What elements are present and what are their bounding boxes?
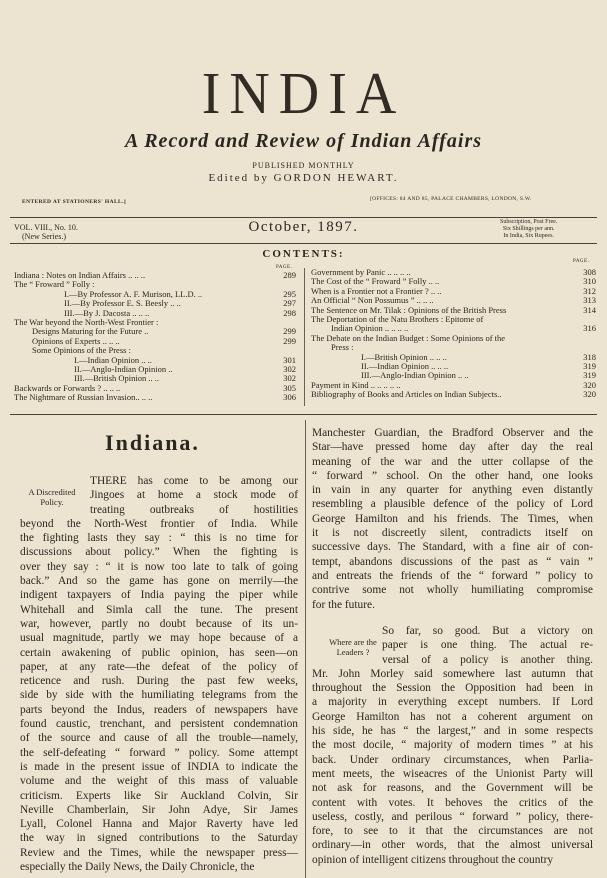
masthead-title: INDIA bbox=[201, 61, 406, 127]
article-line: THERE has come to be among our bbox=[90, 475, 298, 487]
contents-entry-title: III.—British Opinion .. .. bbox=[74, 373, 159, 384]
contents-entry-title: Indian Opinion .. .. .. .. bbox=[331, 323, 409, 334]
article-line: content with votes. It behoves the critics of the bbox=[312, 796, 593, 809]
contents-divider bbox=[304, 268, 305, 406]
published-monthly: PUBLISHED MONTHLY bbox=[252, 161, 355, 170]
contents-entry-title: Payment in Kind .. .. .. .. .. bbox=[311, 379, 401, 390]
editor-line: Edited by GORDON HEWART. bbox=[208, 172, 399, 184]
contents-entry bbox=[14, 393, 296, 402]
article-line: opinion of intelligent citizens throughout the country bbox=[312, 853, 554, 866]
side-note-leaders: Where are the Leaders ? bbox=[329, 637, 377, 657]
article-line: ment meets, the wiseacres of the Unionist Party will bbox=[312, 767, 593, 780]
header-rule-top bbox=[10, 217, 597, 218]
article-line: for the future. bbox=[312, 598, 375, 611]
article-line: George Hamilton and his friends. The Times, when bbox=[312, 512, 593, 525]
article-line: meaning of the war and the utter collapse of the bbox=[312, 455, 593, 468]
contents-entry bbox=[311, 390, 596, 399]
contents-entry-title: The Debate on the Indian Budget : Some Opinions of the bbox=[311, 332, 506, 343]
article-line: especially the Daily News, the Daily Chronicle, the bbox=[20, 861, 255, 874]
contents-entry-page: 313 bbox=[583, 295, 596, 306]
contents-entry-page: 299 bbox=[283, 335, 296, 346]
offices-note: [OFFICES: 84 AND 85, PALACE CHAMBERS, LONDON, S.W. bbox=[370, 196, 532, 202]
article-heading: Indiana. bbox=[105, 430, 200, 455]
side-note-discredited-policy: A Discredited Policy. bbox=[28, 487, 76, 507]
page-label-left: PAGE. bbox=[276, 265, 293, 270]
subscription-line-1: Subscription, Post Free. bbox=[500, 219, 558, 225]
article-line: usual magnitude, partly we may hope because of a bbox=[20, 632, 298, 645]
article-line: Lyall, Colonel Hanna and Major Raverty have led bbox=[20, 818, 298, 831]
contents-entry-title: When is a Frontier not a Frontier ? .. .. bbox=[311, 285, 442, 296]
masthead-subtitle: A Record and Review of Indian Affairs bbox=[124, 130, 483, 152]
page-label-right: PAGE. bbox=[573, 259, 590, 264]
contents-entry-title: The Sentence on Mr. Tilak : Opinions of the British Press bbox=[311, 304, 507, 315]
article-line: Mr. John Morley said somewhere last autumn that bbox=[312, 667, 593, 680]
contents-left-column bbox=[14, 271, 296, 402]
article-line: the most docile, “ majority of modern times ” at his bbox=[312, 739, 593, 752]
contents-entry-title: II.—By Professor E. S. Beesly .. .. bbox=[64, 298, 181, 309]
contents-entry-page: 302 bbox=[283, 363, 296, 374]
article-line: war, however, partly no doubt because of its un- bbox=[20, 617, 298, 630]
contents-entry-title: III.—By J. Dacosta .. .. .. bbox=[64, 307, 150, 318]
article-line: Jingoes at home a stock mode of bbox=[90, 489, 298, 502]
article-line: indigent taxpayers of India paying the piper while bbox=[20, 589, 298, 602]
article-line: of the source and cause of all the trouble—namely, bbox=[20, 732, 298, 745]
contents-entry-page: 297 bbox=[283, 298, 296, 309]
article-right-column-top bbox=[312, 426, 593, 612]
contents-rule bbox=[10, 414, 597, 415]
article-line: resembling a plausible defence of the policy of Lord bbox=[312, 498, 593, 511]
entered-note: ENTERED AT STATIONERS' HALL.] bbox=[22, 199, 127, 205]
contents-right-column bbox=[311, 268, 596, 399]
contents-entry-page: 319 bbox=[583, 360, 596, 371]
contents-entry-title: The “ Froward ” Folly : bbox=[14, 279, 95, 290]
contents-entry-title: Government by Panic .. .. .. .. bbox=[311, 267, 411, 277]
article-line: parts beyond the Indus, readers of newspapers have bbox=[20, 703, 298, 716]
article-line: Whitehall and Simla call the tune. The present bbox=[20, 603, 298, 616]
contents-entry-page: 301 bbox=[283, 354, 296, 365]
article-line: ordinary—in other words, that the almost universal bbox=[312, 839, 593, 852]
contents-entry-page: 318 bbox=[583, 351, 596, 362]
article-line: successive days. The Standard, with a fine air of con- bbox=[312, 541, 593, 554]
article-line: George Hamilton has not a coherent argument on bbox=[312, 710, 593, 723]
article-line: throughout the Session the Opposition had been in bbox=[312, 682, 593, 695]
contents-entry bbox=[14, 299, 296, 308]
subscription-line-3: In India, Six Rupees. bbox=[503, 233, 554, 239]
article-divider bbox=[305, 420, 306, 878]
article-line: volume and the weight of this mass of valuable bbox=[20, 775, 298, 788]
contents-entry-title: Some Opinions of the Press : bbox=[32, 345, 131, 356]
article-line: “ forward ” school. On the other hand, one looks bbox=[312, 469, 593, 482]
article-line: not ask for reasons, and the Government will be bbox=[312, 782, 593, 795]
contents-entry-title: Opinions of Experts .. .. .. bbox=[32, 335, 120, 346]
contents-entry-title: Press : bbox=[331, 342, 354, 353]
contents-entry-title: Indiana : Notes on Indian Affairs .. .. .. bbox=[14, 270, 146, 280]
article-line: in vain in any quarter for anything even distantly bbox=[312, 484, 593, 497]
volume-number: VOL. VIII., No. 10. bbox=[14, 223, 78, 232]
article-right-column-bottom bbox=[312, 624, 593, 867]
article-line: a majority in everything except numbers. If Lord bbox=[312, 696, 593, 709]
contents-heading: CONTENTS: bbox=[262, 248, 345, 260]
contents-entry-title: II.—Indian Opinion .. .. .. bbox=[361, 360, 449, 371]
contents-entry-page: 312 bbox=[583, 285, 596, 296]
contents-entry-title: Bibliography of Books and Articles on Indian Subjects.. bbox=[311, 389, 502, 400]
article-line: discussions about policy.” When the fighting is bbox=[20, 546, 298, 559]
contents-entry-title: Designs Maturing for the Future .. bbox=[32, 326, 149, 337]
contents-entry-title: I.—By Professor A. F. Murison, LL.D. .. bbox=[64, 288, 203, 299]
article-line: contrive some not wholly humiliating compromise bbox=[312, 584, 593, 597]
contents-entry-page: 302 bbox=[283, 373, 296, 384]
contents-entry-title: Backwards or Forwards ? .. .. .. bbox=[14, 382, 121, 393]
contents-entry-page: 320 bbox=[583, 379, 596, 390]
contents-entry-page: 299 bbox=[283, 326, 296, 337]
article-line: versal of a policy is another thing. bbox=[382, 653, 593, 666]
contents-entry-page: 319 bbox=[583, 370, 596, 381]
article-line: paper, at any rate—the defeat of the policy of bbox=[20, 660, 298, 673]
contents-entry-title: The Nightmare of Russian Invasion.. .. .. bbox=[14, 392, 153, 403]
article-line: paper is one thing. The actual re- bbox=[382, 639, 593, 652]
article-line: his side, he has “ the largest,” and in some respects bbox=[312, 725, 593, 738]
article-line: is made in the present issue of INDIA to indicate the bbox=[20, 760, 298, 773]
article-line: beyond the North-West frontier of India. While bbox=[20, 517, 298, 530]
article-line: fore, to see to it that the circumstances are not bbox=[312, 825, 593, 838]
contents-entry-title: An Official “ Non Possumus ” .. .. .. bbox=[311, 295, 434, 306]
contents-entry-page: 316 bbox=[583, 323, 596, 334]
contents-entry-page: 295 bbox=[283, 288, 296, 299]
issue-date: October, 1897. bbox=[248, 219, 359, 235]
article-line: criticism. Experts like Sir Auckland Colvin, Sir bbox=[20, 789, 298, 802]
article-line: side by side with the humiliating telegrams from the bbox=[20, 689, 298, 702]
article-line: certain awakening of public opinion, has seen—on bbox=[20, 646, 298, 659]
article-line: Neville Chamberlain, Sir John Adye, Sir James bbox=[20, 803, 298, 816]
contents-entry-title: The Deportation of the Natu Brothers : Epitome of bbox=[311, 313, 484, 324]
article-line: So far, so good. But a victory on bbox=[382, 625, 593, 637]
article-line: Star—have pressed home day after day the real bbox=[312, 441, 593, 454]
article-line: Review and the Times, while the newspaper press— bbox=[20, 846, 298, 859]
header-rule-bottom bbox=[10, 243, 597, 244]
contents-entry bbox=[311, 343, 596, 352]
article-line: tempt, abandons discussions of the past as “ vain ” bbox=[312, 555, 593, 568]
article-line: the way in signed contributions to the Saturday bbox=[20, 832, 298, 845]
contents-entry bbox=[311, 334, 596, 343]
article-line: the fighting lasts they say : “ this is no time for bbox=[20, 532, 298, 545]
article-line: found caustic, trenchant, and persistent condemnation bbox=[20, 718, 298, 731]
article-line: treating outbreaks of hostilities bbox=[90, 503, 298, 516]
contents-entry-page: 289 bbox=[283, 270, 296, 280]
article-line: over they say : “ it is now too late to talk of going bbox=[20, 560, 298, 573]
contents-entry-page: 306 bbox=[283, 392, 296, 403]
contents-entry-page: 308 bbox=[583, 267, 596, 277]
article-line: Manchester Guardian, the Bradford Observer and the bbox=[312, 427, 593, 439]
article-line: back. Under ordinary circumstances, when Parlia- bbox=[312, 753, 593, 766]
contents-entry-title: III.—Anglo-Indian Opinion .. .. bbox=[361, 370, 469, 381]
subscription-info bbox=[500, 219, 557, 240]
article-line: the self-defeating “ forward ” policy. Some attempt bbox=[20, 746, 298, 759]
article-line: useless, costly, and perilous “ forward ” policy, there- bbox=[312, 810, 593, 823]
contents-entry-page: 320 bbox=[583, 389, 596, 400]
contents-entry bbox=[311, 353, 596, 362]
contents-entry-title: The Cost of the “ Froward ” Folly .. .. bbox=[311, 276, 440, 287]
contents-entry-title: The War beyond the North-West Frontier : bbox=[14, 316, 159, 327]
contents-entry-page: 298 bbox=[283, 307, 296, 318]
contents-entry-page: 314 bbox=[583, 304, 596, 315]
contents-entry-title: II.—Anglo-Indian Opinion .. bbox=[74, 363, 173, 374]
contents-entry bbox=[14, 346, 296, 355]
contents-entry-title: I.—Indian Opinion .. .. bbox=[74, 354, 152, 365]
article-left-column bbox=[20, 474, 298, 874]
article-line: and entreats the friends of the “ forward ” policy to bbox=[312, 569, 593, 582]
article-line: back.” And so the game has gone on merrily—the bbox=[20, 575, 298, 588]
contents-entry-page: 310 bbox=[583, 276, 596, 287]
article-line: it is not discreetly silent, contradicts itself on bbox=[312, 527, 593, 540]
contents-entry-title: I.—British Opinion .. .. .. bbox=[361, 351, 447, 362]
contents-entry-page: 305 bbox=[283, 382, 296, 393]
article-line: reticence and rush. During the past few weeks, bbox=[20, 675, 298, 688]
subscription-line-2: Six Shillings per ann. bbox=[502, 226, 555, 232]
series-note: (New Series.) bbox=[22, 232, 66, 241]
